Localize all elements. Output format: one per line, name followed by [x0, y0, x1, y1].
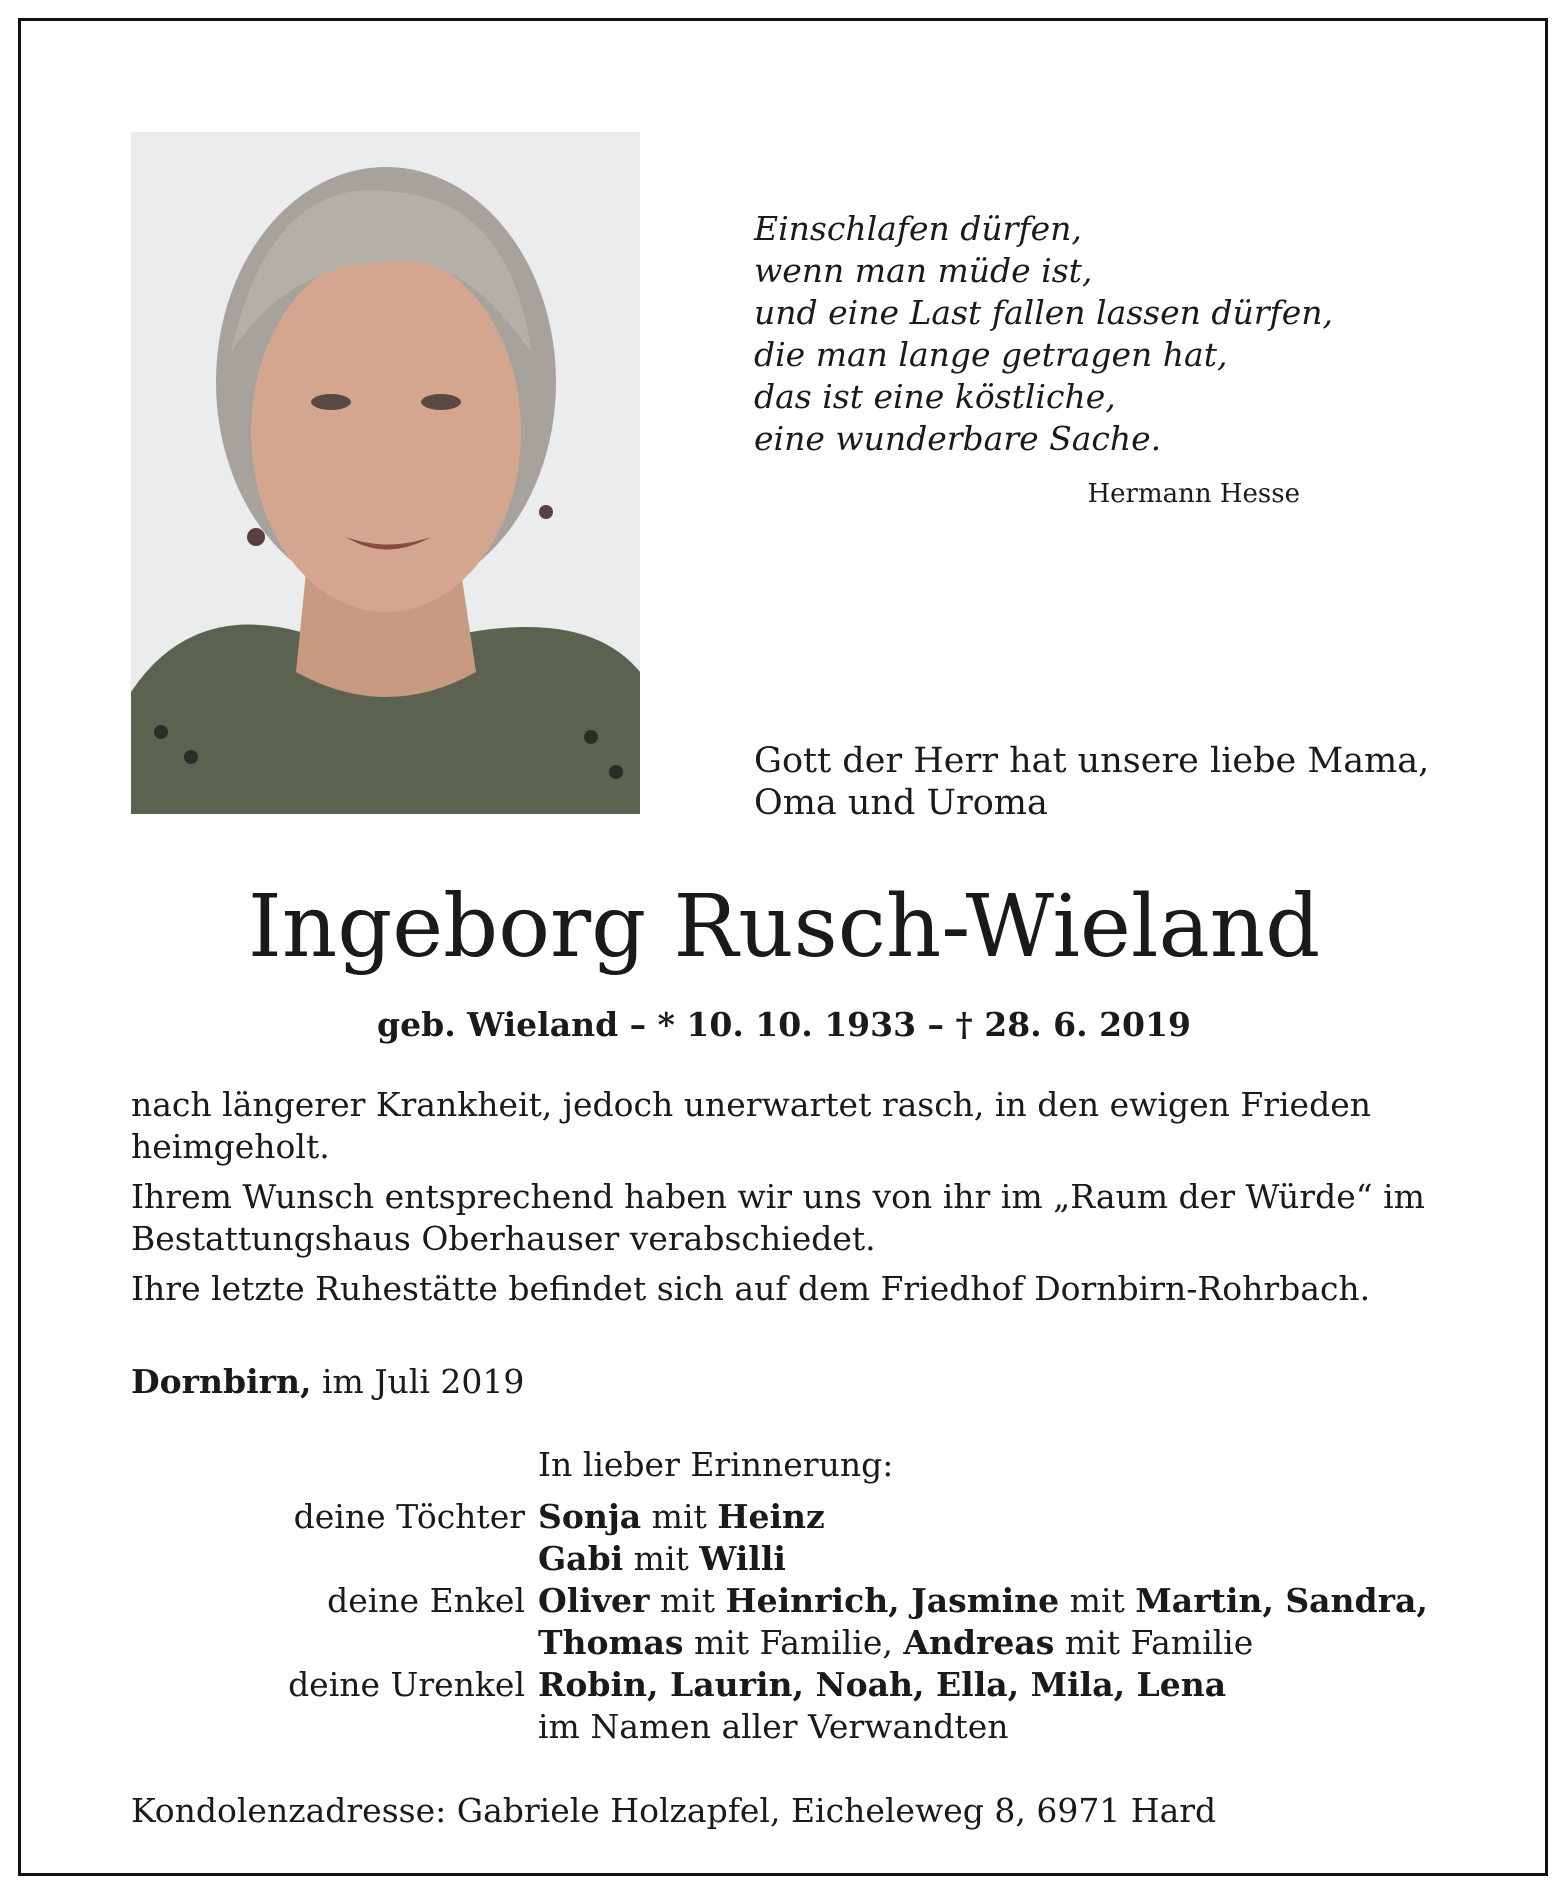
intro-text	[754, 740, 1454, 824]
poem-line: die man lange getragen hat,	[754, 335, 1228, 374]
family-names: Oliver mit Heinrich, Jasmine mit Martin, Sandra,	[538, 1581, 1428, 1620]
body-paragraph: Ihrem Wunsch entsprechend haben wir uns von ihr im „Raum der Würde“ im Bestattungshaus Oberhauser verabschiedet.	[131, 1177, 1425, 1258]
family-row-daughters-2	[200, 1538, 1500, 1580]
poem-author: Hermann Hesse	[1087, 479, 1300, 509]
family-label-empty	[200, 1706, 538, 1748]
family-label: deine Enkel	[327, 1581, 525, 1620]
family-names: Robin, Laurin, Noah, Ella, Mila, Lena	[538, 1665, 1227, 1704]
family-relatives: im Namen aller Verwandten	[538, 1707, 1009, 1746]
family-row-grandchildren-2	[200, 1622, 1500, 1664]
family-row-grandchildren	[200, 1580, 1500, 1622]
intro-line: Gott der Herr hat unsere liebe Mama,	[754, 741, 1430, 781]
family-row-daughters	[200, 1496, 1500, 1538]
poem	[754, 208, 1354, 460]
family-names: Gabi mit Willi	[538, 1539, 786, 1578]
body-paragraph: nach längerer Krankheit, jedoch unerwartet rasch, in den ewigen Frieden heimgeholt.	[131, 1085, 1371, 1166]
intro-line: Oma und Uroma	[754, 783, 1048, 823]
portrait-photo	[131, 132, 640, 814]
poem-line: wenn man müde ist,	[754, 251, 1093, 290]
family-list	[200, 1496, 1500, 1748]
place-date-text: im Juli 2019	[311, 1362, 525, 1401]
family-row-great-grandchildren	[200, 1664, 1500, 1706]
portrait-illustration	[131, 132, 640, 814]
family-label: deine Töchter	[293, 1497, 525, 1536]
deceased-name: Ingeborg Rusch-Wieland	[247, 877, 1321, 977]
poem-line: und eine Last fallen lassen dürfen,	[754, 293, 1334, 332]
condolence-address: Kondolenzadresse: Gabriele Holzapfel, Eicheleweg 8, 6971 Hard	[131, 1791, 1217, 1830]
poem-line: das ist eine köstliche,	[754, 377, 1116, 416]
poem-line: Einschlafen dürfen,	[754, 209, 1082, 248]
family-label-empty	[200, 1538, 538, 1580]
family-names: Sonja mit Heinz	[538, 1497, 825, 1536]
memory-heading: In lieber Erinnerung:	[538, 1445, 894, 1484]
announcement-body	[131, 1084, 1441, 1318]
birth-death-dates: geb. Wieland – * 10. 10. 1933 – † 28. 6. 2019	[377, 1005, 1191, 1044]
poem-line: eine wunderbare Sache.	[754, 419, 1162, 458]
body-paragraph: Ihre letzte Ruhestätte befindet sich auf dem Friedhof Dornbirn-Rohrbach.	[131, 1269, 1371, 1308]
family-label: deine Urenkel	[288, 1665, 525, 1704]
family-row-relatives	[200, 1706, 1500, 1748]
family-names: Thomas mit Familie, Andreas mit Familie	[538, 1623, 1254, 1662]
place-date	[131, 1361, 524, 1403]
family-label-empty	[200, 1622, 538, 1664]
place-city: Dornbirn,	[131, 1362, 312, 1401]
